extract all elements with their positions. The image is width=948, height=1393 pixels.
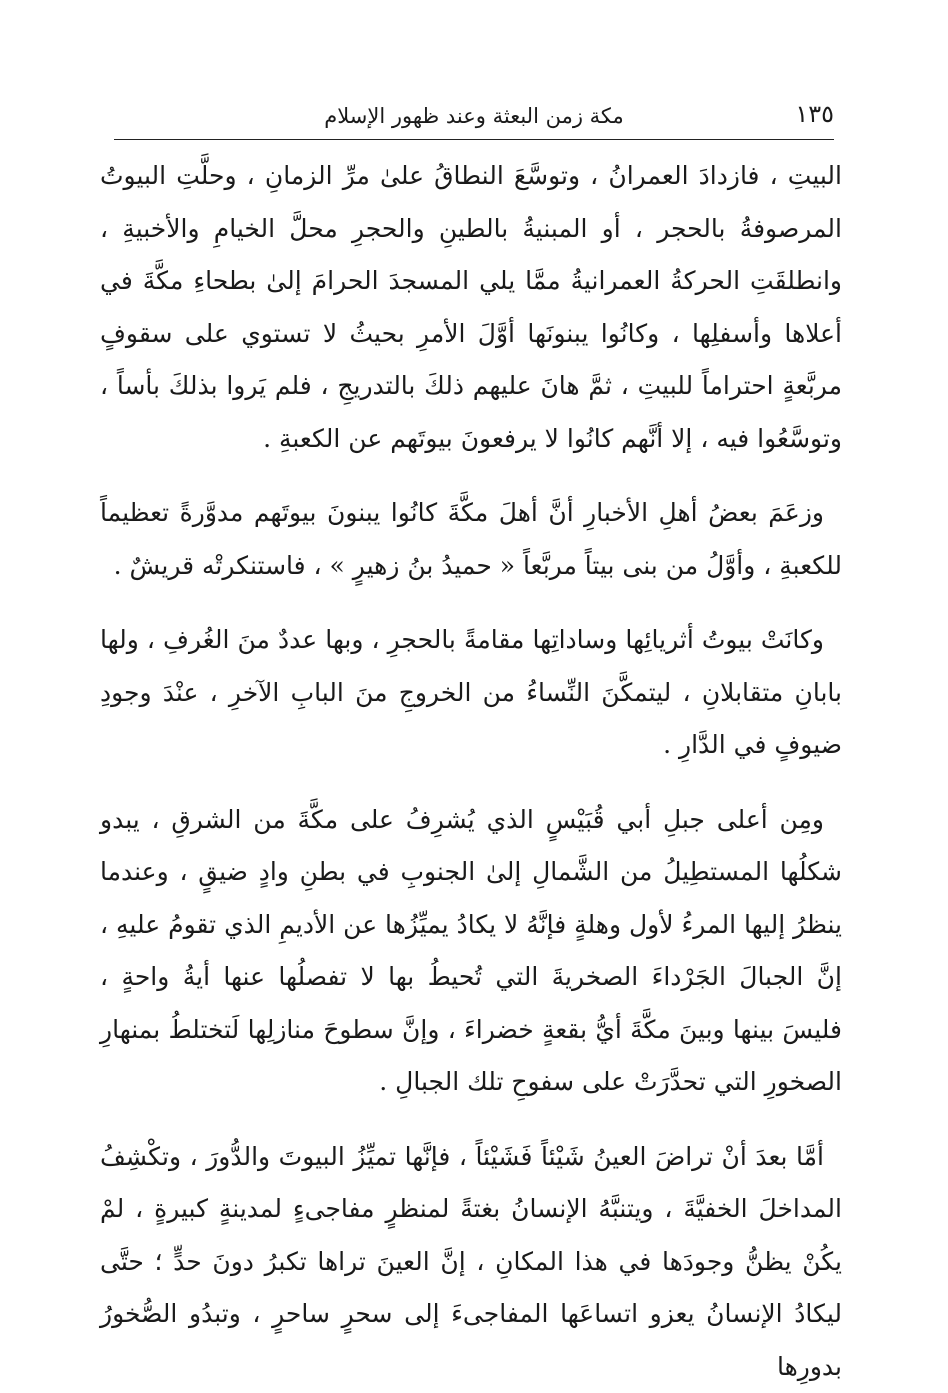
header-rule [114, 139, 834, 140]
paragraph-3: وكانَتْ بيوتُ أثريائِها وساداتِها مقامةً بالحجرِ ، وبها عددٌ منَ الغُرفِ ، ولها بابانِ متقابلانِ ، ليتمكَّنَ النِّساءُ من الخروجِ منَ البابِ الآخرِ ، عنْدَ وجودِ ضيوفٍ في الدَّارِ . [100, 614, 842, 772]
page-header [114, 92, 834, 136]
paragraph-1: البيتِ ، فازدادَ العمرانُ ، وتوسَّعَ النطاقُ علىٰ مرِّ الزمانِ ، وحلَّتِ البيوتُ المرصوفةُ بالحجر ، أو المبنيةُ بالطينِ والحجرِ محلَّ الخيامِ والأخبيةِ ، وانطلقَتِ الحركةُ العمرانيةُ ممَّا يلي المسجدَ الحرامَ إلىٰ بطحاءِ مكَّةَ في أعلاها وأسفلِها ، وكانُوا يبنونَها أوَّلَ الأمرِ بحيثُ لا تستوي على سقوفٍ مربَّعةٍ احتراماً للبيتِ ، ثمَّ هانَ عليهم ذلكَ بالتدريجِ ، فلم يَروا بذلكَ بأساً ، وتوسَّعُوا فيه ، إلا أنَّهم كانُوا لا يرفعونَ بيوتَهم عن الكعبةِ . [100, 150, 842, 465]
page-number: ١٣٥ [795, 100, 834, 128]
paragraph-2: وزعَمَ بعضُ أهلِ الأخبارِ أنَّ أهلَ مكَّةَ كانُوا يبنونَ بيوتَهم مدوَّرةً تعظيماً للكعبةِ ، وأوَّلُ من بنى بيتاً مربَّعاً « حميدُ بنُ زهيرٍ » ، فاستنكرتْه قريشٌ . [100, 487, 842, 592]
paragraph-4: ومِن أعلى جبلِ أبي قُبَيْسٍ الذي يُشرِفُ على مكَّةَ من الشرقِ ، يبدو شكلُها المستطِيلُ من الشَّمالِ إلىٰ الجنوبِ في بطنِ وادٍ ضيقٍ ، وعندما ينظرُ إليها المرءُ لأول وهلةٍ فإنَّهُ لا يكادُ يميِّزُها عن الأديمِ الذي تقومُ عليهِ ، إنَّ الجبالَ الجَرْداءَ الصخريةَ التي تُحيطُ بها لا تفصلُها عنها أيةُ واحةٍ ، فليسَ بينها وبينَ مكَّةَ أيُّ بقعةٍ خضراءَ ، وإنَّ سطوحَ منازلِها لَتختلطُ بمنهارِ الصخورِ التي تحدَّرَتْ على سفوحِ تلك الجبالِ . [100, 794, 842, 1109]
running-title: مكة زمن البعثة وعند ظهور الإسلام [234, 104, 714, 128]
paragraph-5: أمَّا بعدَ أنْ تراضَ العينُ شَيْئاً فَشَيْئاً ، فإنَّها تميِّزُ البيوتَ والدُّورَ ، وتكْشِفُ المداخلَ الخفيَّةَ ، ويتنبَّهُ الإنسانُ بغتةً لمنظرٍ مفاجىءٍ لمدينةٍ كبيرةٍ ، لمْ يكُنْ يظنُّ وجودَها في هذا المكانِ ، إنَّ العينَ تراها تكبرُ دونَ حدٍّ ؛ حتَّى ليكادُ الإنسانُ يعزو اتساعَها المفاجىءَ إلى سحرٍ ساحرٍ ، وتبدُو الصُّخورُ بدورِها [100, 1131, 842, 1393]
body-text [100, 150, 842, 1393]
